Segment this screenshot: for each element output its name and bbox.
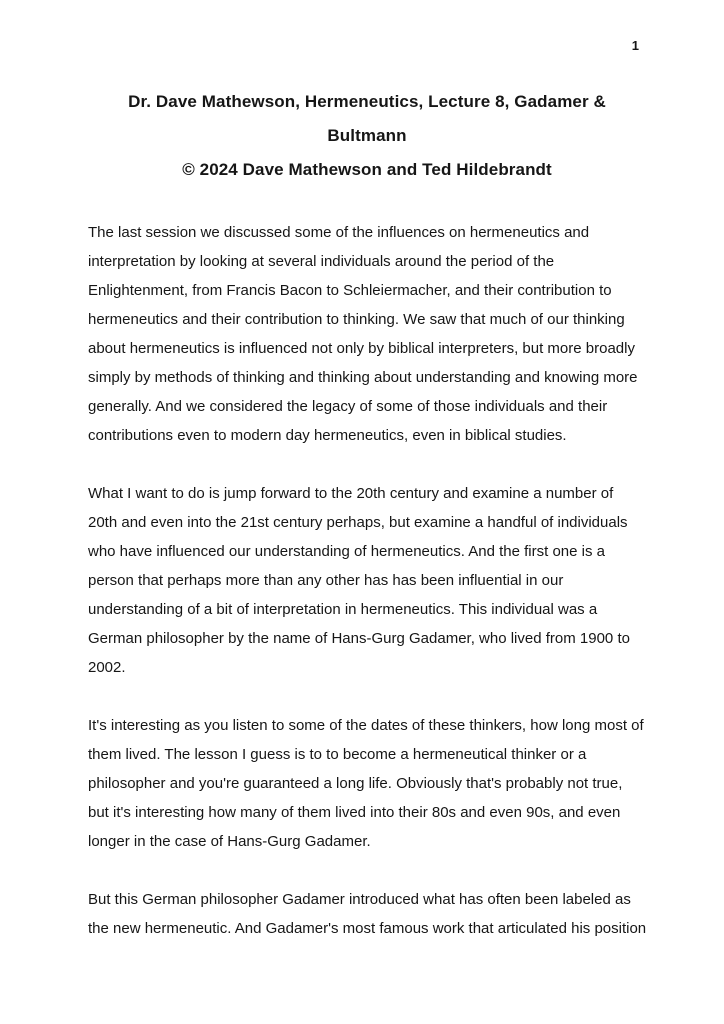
text-line: philosopher and you're guaranteed a long life. Obviously that's probably not true, (88, 775, 623, 792)
text-line: What I want to do is jump forward to the 20th century and examine a number of (88, 485, 614, 502)
paragraph (88, 479, 646, 682)
text-line: 2002. (88, 659, 126, 676)
text-line: contributions even to modern day hermeneutics, even in biblical studies. (88, 427, 567, 444)
lecture-title-block (88, 85, 646, 187)
text-line: The last session we discussed some of the influences on hermeneutics and (88, 224, 590, 241)
text-line: understanding of a bit of interpretation in hermeneutics. This individual was a (88, 601, 598, 618)
document-body (88, 218, 646, 943)
text-line: but it's interesting how many of them lived into their 80s and even 90s, and even (88, 804, 621, 821)
text-line: hermeneutics and their contribution to thinking. We saw that much of our thinking (88, 311, 625, 328)
text-line: longer in the case of Hans-Gurg Gadamer. (88, 833, 371, 850)
paragraph (88, 711, 646, 856)
page-number: 1 (631, 38, 639, 53)
text-line: But this German philosopher Gadamer introduced what has often been labeled as (88, 891, 631, 908)
text-line: German philosopher by the name of Hans-Gurg Gadamer, who lived from 1900 to (88, 630, 630, 647)
text-line: generally. And we considered the legacy of some of those individuals and their (88, 398, 608, 415)
copyright-line: © 2024 Dave Mathewson and Ted Hildebrandt (182, 160, 552, 179)
paragraph (88, 885, 646, 943)
text-line: It's interesting as you listen to some of the dates of these thinkers, how long most of (88, 717, 644, 734)
text-line: Enlightenment, from Francis Bacon to Schleiermacher, and their contribution to (88, 282, 612, 299)
text-line: who have influenced our understanding of hermeneutics. And the first one is a (88, 543, 605, 560)
text-line: them lived. The lesson I guess is to to become a hermeneutical thinker or a (88, 746, 587, 763)
text-line: the new hermeneutic. And Gadamer's most famous work that articulated his position (88, 920, 647, 937)
lecture-title-line-2: Bultmann (327, 126, 407, 145)
text-line: 20th and even into the 21st century perhaps, but examine a handful of individuals (88, 514, 628, 531)
paragraph (88, 218, 646, 450)
text-line: about hermeneutics is influenced not only by biblical interpreters, but more broadly (88, 340, 635, 357)
lecture-title-line-1: Dr. Dave Mathewson, Hermeneutics, Lecture 8, Gadamer & (128, 92, 606, 111)
text-line: interpretation by looking at several individuals around the period of the (88, 253, 555, 270)
text-line: simply by methods of thinking and thinking about understanding and knowing more (88, 369, 638, 386)
text-line: person that perhaps more than any other has has been influential in our (88, 572, 564, 589)
